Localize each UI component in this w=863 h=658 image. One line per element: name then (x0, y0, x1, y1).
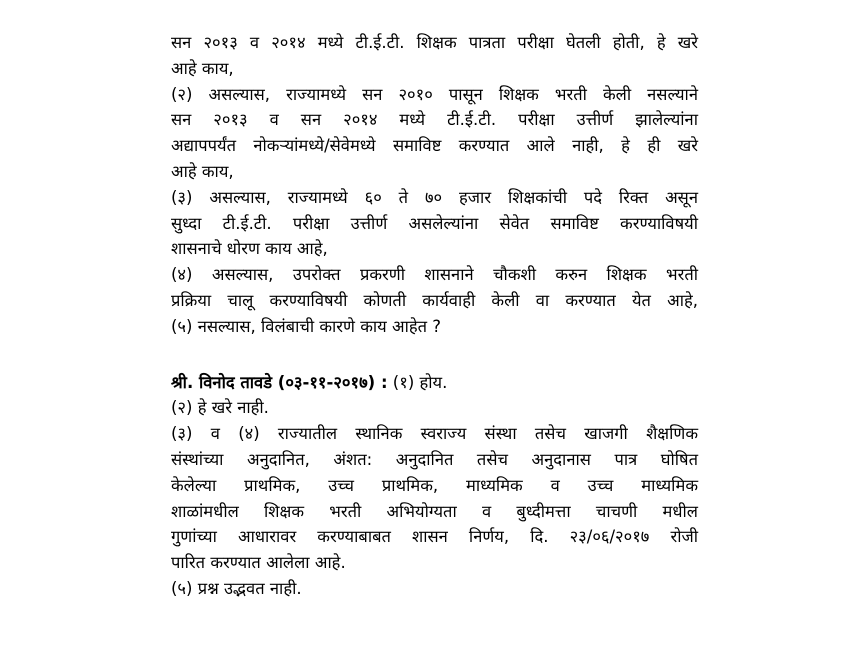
question-line: प्रक्रिया चालू करण्याविषयी कोणती कार्यवाही केली वा करण्यात येत आहे, (171, 290, 698, 310)
answer-line: गुणांच्या आधारावर करण्याबाबत शासन निर्णय, दि. २३/०६/२०१७ रोजी (171, 527, 698, 547)
question-line: सन २०१३ व सन २०१४ मध्ये टी.ई.टी. परीक्षा उत्तीर्ण झालेल्यांना (171, 110, 698, 130)
question-line: (४) असल्यास, उपरोक्त प्रकरणी शासनाने चौकशी करुन शिक्षक भरती (171, 265, 698, 285)
question-line: (५) नसल्यास, विलंबाची कारणे काय आहेत ? (171, 316, 442, 336)
document-page (171, 30, 698, 602)
question-line: सन २०१३ व २०१४ मध्ये टी.ई.टी. शिक्षक पात्रता परीक्षा घेतली होती, हे खरे (171, 33, 698, 52)
question-line: आहे काय, (171, 161, 234, 181)
answer-line: पारित करण्यात आलेला आहे. (171, 553, 346, 573)
section-gap (171, 340, 698, 370)
answer-header (171, 370, 698, 396)
question-line: (२) असल्यास, राज्यामध्ये सन २०१० पासून शिक्षक भरती केली नसल्याने (171, 84, 698, 104)
question-line: सुध्दा टी.ई.टी. परीक्षा उत्तीर्ण असलेल्यांना सेवेत समाविष्ट करण्याविषयी (171, 213, 698, 233)
answer-line: (३) व (४) राज्यातील स्थानिक स्वराज्य संस्था तसेच खाजगी शैक्षणिक (171, 424, 698, 444)
question-line: आहे काय, (171, 58, 234, 78)
question-line: (३) असल्यास, राज्यामध्ये ६० ते ७० हजार शिक्षकांची पदे रिक्त असून (171, 187, 698, 207)
answer-line: संस्थांच्या अनुदानित, अंशत: अनुदानित तसेच अनुदानास पात्र घोषित (171, 449, 698, 469)
question-line: शासनाचे धोरण काय आहे, (171, 239, 328, 259)
answer-line: शाळांमधील शिक्षक भरती अभियोग्यता व बुध्दीमत्ता चाचणी मधील (171, 501, 698, 521)
answer-first-reply: (१) होय. (392, 372, 448, 392)
answer-speaker: श्री. विनोद तावडे (०३-११-२०१७) : (171, 372, 388, 392)
answer-line: केलेल्या प्राथमिक, उच्च प्राथमिक, माध्यमिक व उच्च माध्यमिक (171, 475, 698, 495)
answer-line: (५) प्रश्न उद्भवत नाही. (171, 578, 302, 598)
answer-line: (२) हे खरे नाही. (171, 398, 269, 418)
question-line: अद्यापपर्यंत नोकऱ्यांमध्ये/सेवेमध्ये समाविष्ट करण्यात आले नाही, हे ही खरे (171, 136, 698, 156)
